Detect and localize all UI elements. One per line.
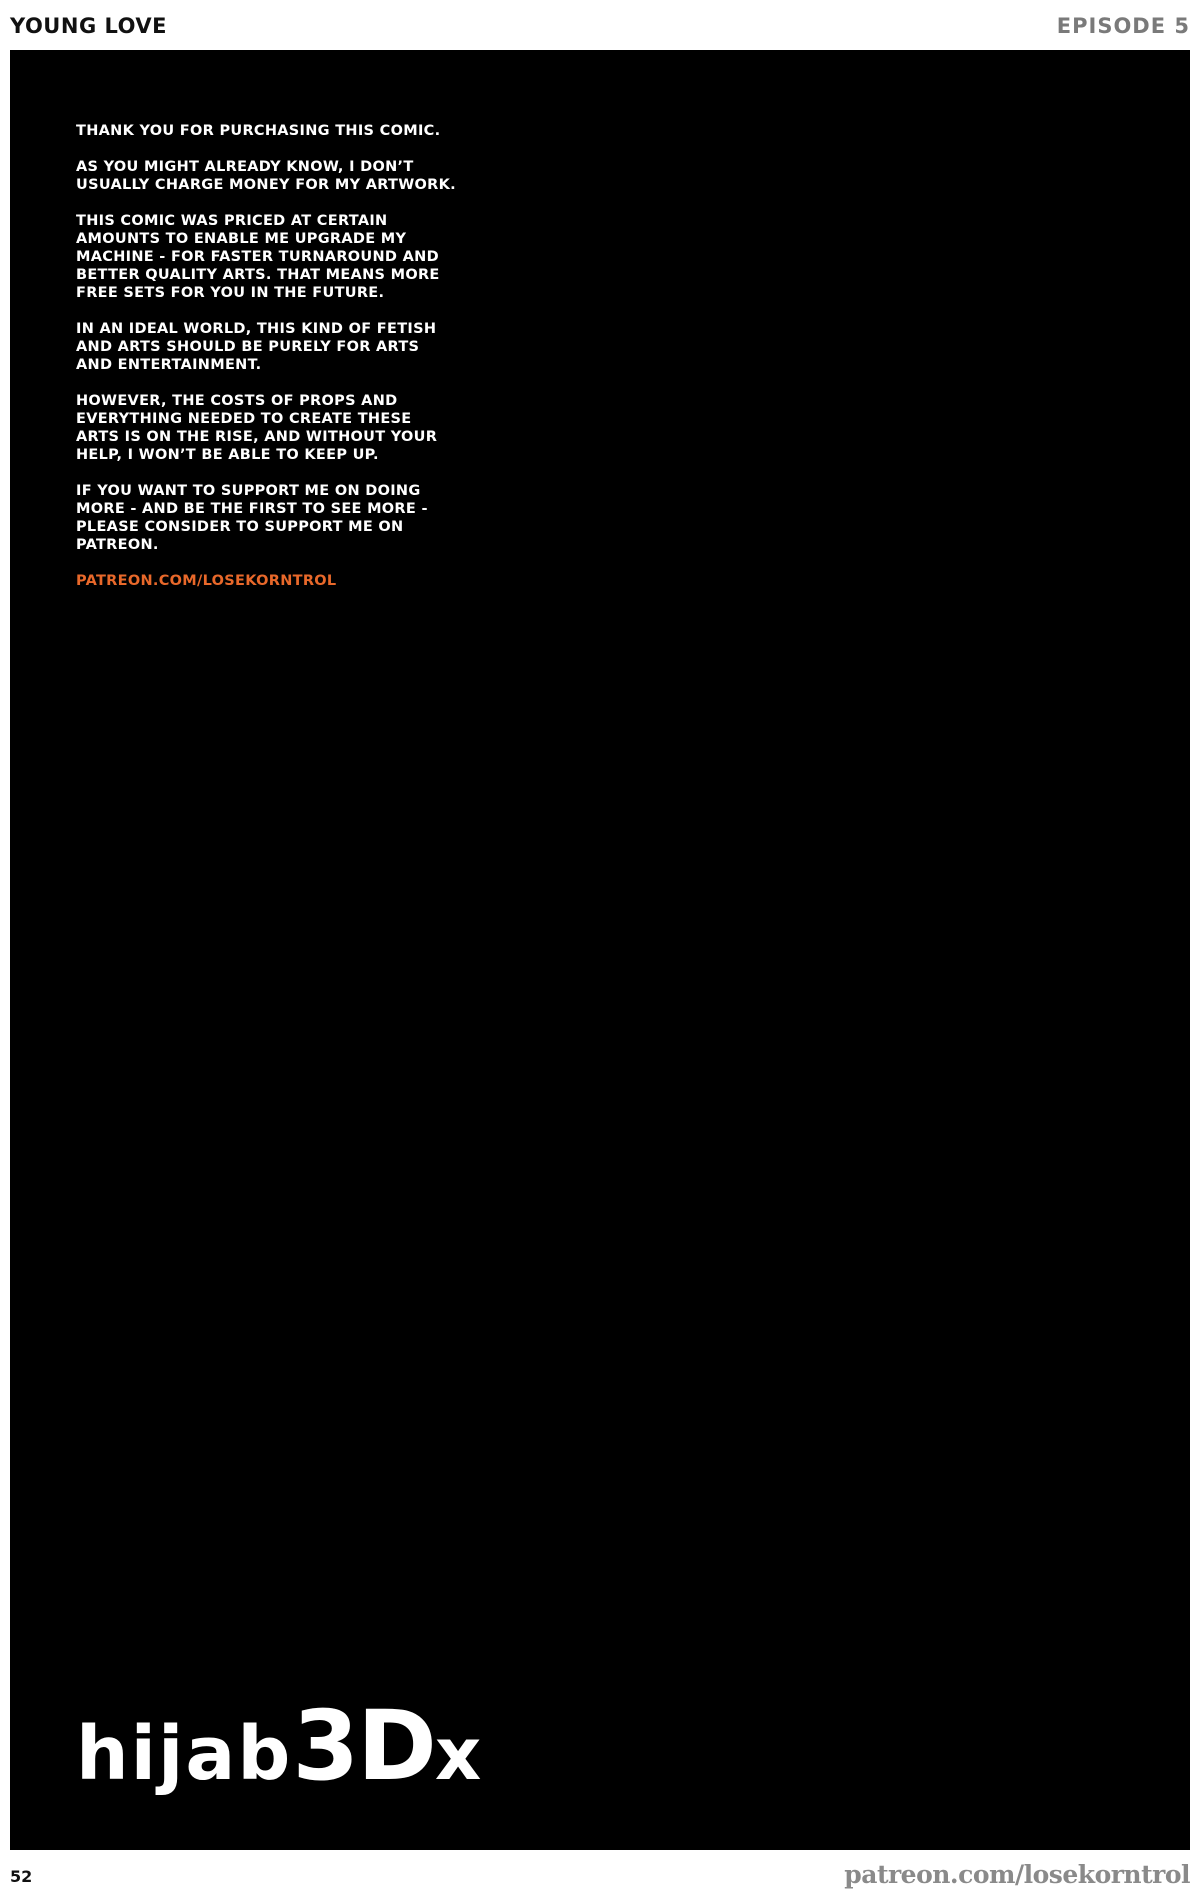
page-header [0, 0, 1200, 50]
logo-part-hijab: hijab [76, 1711, 293, 1797]
episode-label: EPISODE 5 [1056, 14, 1190, 38]
paragraph-no-charge: AS YOU MIGHT ALREADY KNOW, I DON’T USUALLY CHARGE MONEY FOR MY ARTWORK. [76, 159, 456, 193]
logo-part-3d: 3D [292, 1690, 435, 1802]
comic-title: YOUNG LOVE [10, 14, 168, 38]
paragraph-ideal-world: IN AN IDEAL WORLD, THIS KIND OF FETISH AND ARTS SHOULD BE PURELY FOR ARTS AND ENTERTAINMENT. [76, 321, 437, 373]
paragraph-support: IF YOU WANT TO SUPPORT ME ON DOING MORE - AND BE THE FIRST TO SEE MORE - PLEASE CONSIDER TO SUPPORT ME ON PATREON. [76, 483, 428, 553]
paragraph-costs: HOWEVER, THE COSTS OF PROPS AND EVERYTHING NEEDED TO CREATE THESE ARTS IS ON THE RISE, AND WITHOUT YOUR HELP, I WON’T BE ABLE TO KEEP UP. [76, 393, 438, 463]
paragraph-thanks: THANK YOU FOR PURCHASING THIS COMIC. [76, 123, 441, 139]
page-footer [0, 1850, 1200, 1900]
patreon-link[interactable]: PATREON.COM/LOSEKORNTROL [76, 573, 337, 589]
logo-part-x: x [434, 1712, 482, 1796]
black-panel [10, 50, 1190, 1850]
page-number: 52 [10, 1867, 33, 1886]
message-text [76, 122, 456, 608]
footer-patreon-url[interactable]: patreon.com/losekorntrol [844, 1860, 1190, 1889]
paragraph-pricing: THIS COMIC WAS PRICED AT CERTAIN AMOUNTS TO ENABLE ME UPGRADE MY MACHINE - FOR FASTER TURNAROUND AND BETTER QUALITY ARTS. THAT MEANS MORE FREE SETS FOR YOU IN THE FUTURE. [76, 213, 440, 301]
hijab3dx-logo [76, 1690, 482, 1802]
